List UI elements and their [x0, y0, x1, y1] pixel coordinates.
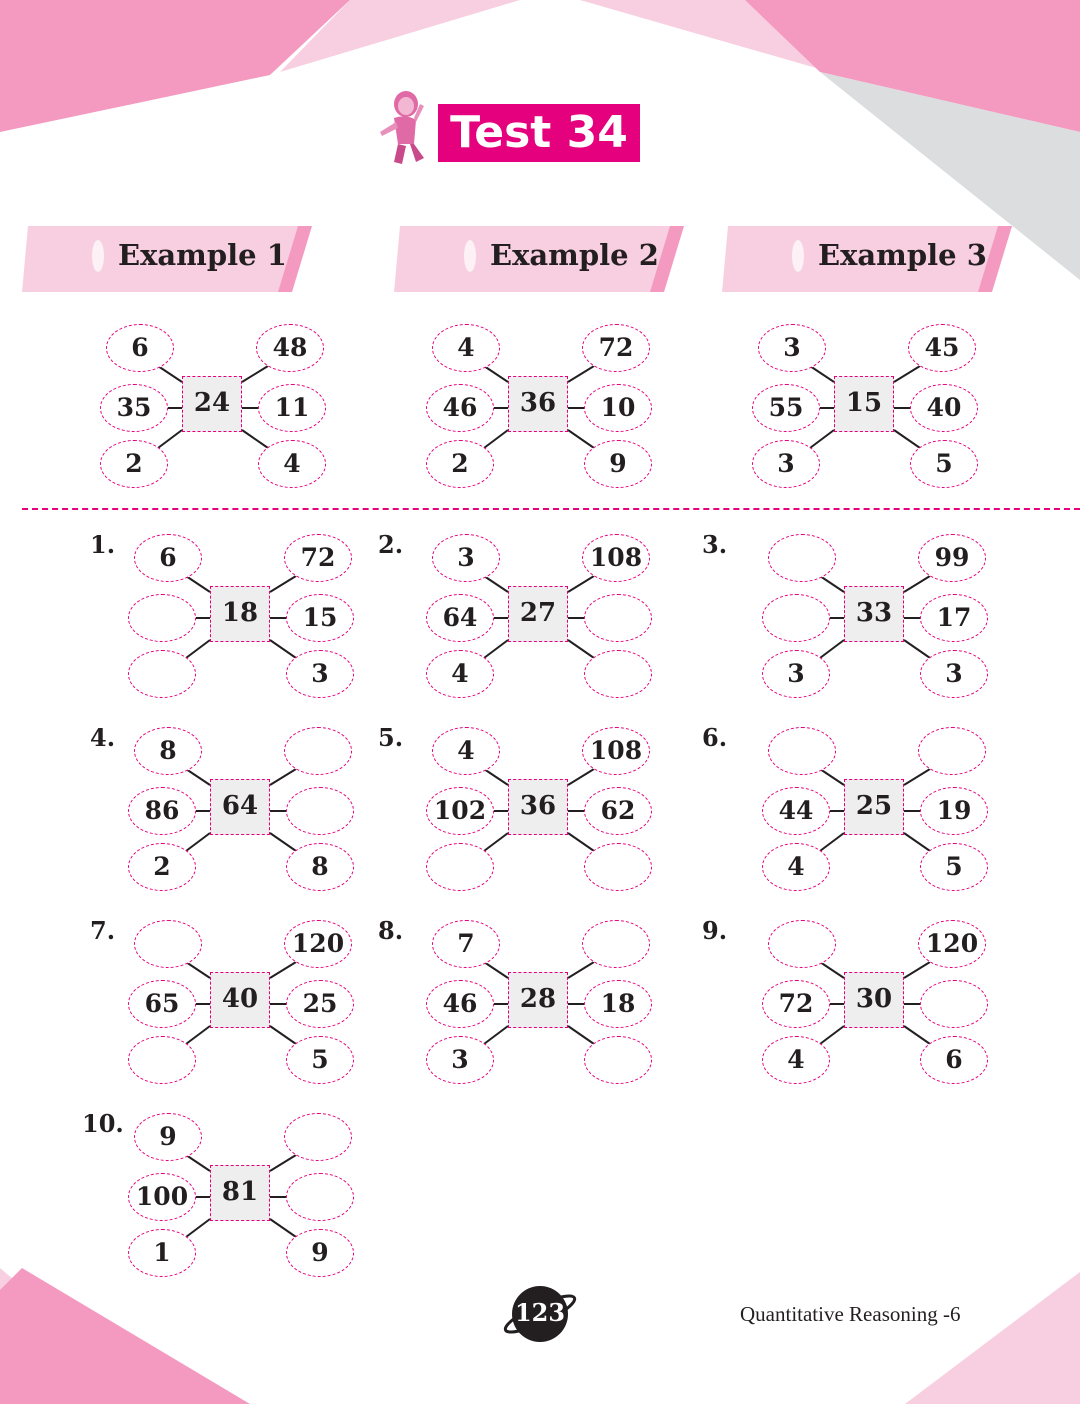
oval-bottom-left: 4 — [762, 843, 830, 891]
oval-top-right: 108 — [582, 534, 650, 582]
oval-top-left: 9 — [134, 1113, 202, 1161]
oval-top-right: 99 — [918, 534, 986, 582]
center-number: 24 — [182, 376, 242, 432]
oval-bottom-left: 3 — [752, 440, 820, 488]
oval-top-right-answer-blank[interactable] — [284, 1113, 352, 1161]
oval-top-left-answer-blank[interactable] — [134, 920, 202, 968]
oval-middle-right: 15 — [286, 594, 354, 642]
oval-bottom-right: 6 — [920, 1036, 988, 1084]
oval-middle-left-answer-blank[interactable] — [762, 594, 830, 642]
oval-bottom-right: 9 — [286, 1229, 354, 1277]
oval-top-right-answer-blank[interactable] — [284, 727, 352, 775]
oval-middle-left: 100 — [128, 1173, 196, 1221]
question-puzzle-9 — [762, 916, 1022, 1096]
example-banner-3 — [722, 226, 1012, 292]
page-title: Test 34 — [438, 104, 640, 162]
question-puzzle-5 — [426, 723, 686, 903]
page-number-badge — [502, 1282, 578, 1346]
oval-middle-right: 19 — [920, 787, 988, 835]
example-banner-2 — [394, 226, 684, 292]
oval-bottom-right: 3 — [920, 650, 988, 698]
oval-middle-right-answer-blank[interactable] — [286, 1173, 354, 1221]
oval-bottom-left: 3 — [762, 650, 830, 698]
page-number: 123 — [514, 1298, 566, 1327]
question-number: 7. — [90, 916, 116, 945]
question-number: 2. — [378, 530, 404, 559]
oval-bottom-left: 4 — [426, 650, 494, 698]
oval-top-left: 3 — [758, 324, 826, 372]
center-number: 33 — [844, 586, 904, 642]
oval-middle-left: 46 — [426, 980, 494, 1028]
oval-top-left-answer-blank[interactable] — [768, 534, 836, 582]
oval-middle-left-answer-blank[interactable] — [128, 594, 196, 642]
oval-bottom-left-answer-blank[interactable] — [128, 1036, 196, 1084]
center-number: 36 — [508, 779, 568, 835]
center-number: 30 — [844, 972, 904, 1028]
oval-top-left: 4 — [432, 727, 500, 775]
oval-bottom-left: 1 — [128, 1229, 196, 1277]
oval-bottom-right: 5 — [286, 1036, 354, 1084]
oval-middle-left: 86 — [128, 787, 196, 835]
oval-bottom-left: 3 — [426, 1036, 494, 1084]
oval-middle-right-answer-blank[interactable] — [584, 594, 652, 642]
oval-bottom-left: 2 — [100, 440, 168, 488]
oval-middle-right: 18 — [584, 980, 652, 1028]
example-label: Example 2 — [490, 238, 659, 272]
oval-middle-right: 10 — [584, 384, 652, 432]
oval-middle-left: 44 — [762, 787, 830, 835]
oval-middle-right: 62 — [584, 787, 652, 835]
question-number: 6. — [702, 723, 728, 752]
center-number: 40 — [210, 972, 270, 1028]
example-puzzle-1 — [100, 320, 360, 500]
oval-middle-left: 64 — [426, 594, 494, 642]
oval-bottom-right-answer-blank[interactable] — [584, 1036, 652, 1084]
question-number: 5. — [378, 723, 404, 752]
oval-bottom-left: 4 — [762, 1036, 830, 1084]
example-label: Example 3 — [818, 238, 987, 272]
oval-bottom-right: 8 — [286, 843, 354, 891]
question-puzzle-8 — [426, 916, 686, 1096]
question-puzzle-10 — [128, 1109, 388, 1289]
oval-bottom-right: 5 — [920, 843, 988, 891]
question-puzzle-1 — [128, 530, 388, 710]
oval-top-left: 3 — [432, 534, 500, 582]
oval-bottom-right-answer-blank[interactable] — [584, 843, 652, 891]
oval-top-left-answer-blank[interactable] — [768, 727, 836, 775]
oval-top-right-answer-blank[interactable] — [582, 920, 650, 968]
oval-top-left: 8 — [134, 727, 202, 775]
oval-bottom-right-answer-blank[interactable] — [584, 650, 652, 698]
oval-top-right: 48 — [256, 324, 324, 372]
center-number: 18 — [210, 586, 270, 642]
question-puzzle-2 — [426, 530, 686, 710]
question-puzzle-6 — [762, 723, 1022, 903]
question-puzzle-4 — [128, 723, 388, 903]
example-label: Example 1 — [118, 238, 287, 272]
oval-top-right: 120 — [918, 920, 986, 968]
oval-middle-right: 17 — [920, 594, 988, 642]
oval-middle-right-answer-blank[interactable] — [286, 787, 354, 835]
oval-top-left-answer-blank[interactable] — [768, 920, 836, 968]
section-divider — [22, 508, 1080, 510]
center-number: 28 — [508, 972, 568, 1028]
oval-middle-left: 102 — [426, 787, 494, 835]
book-title: Quantitative Reasoning -6 — [740, 1302, 961, 1326]
oval-middle-left: 35 — [100, 384, 168, 432]
oval-middle-right-answer-blank[interactable] — [920, 980, 988, 1028]
center-number: 36 — [508, 376, 568, 432]
center-number: 25 — [844, 779, 904, 835]
center-number: 15 — [834, 376, 894, 432]
example-puzzle-3 — [752, 320, 1012, 500]
oval-middle-left: 55 — [752, 384, 820, 432]
oval-top-right-answer-blank[interactable] — [918, 727, 986, 775]
oval-top-right: 45 — [908, 324, 976, 372]
question-puzzle-3 — [762, 530, 1022, 710]
oval-bottom-left-answer-blank[interactable] — [128, 650, 196, 698]
center-number: 27 — [508, 586, 568, 642]
oval-top-left: 7 — [432, 920, 500, 968]
oval-middle-right: 25 — [286, 980, 354, 1028]
example-banner-1 — [22, 226, 312, 292]
question-puzzle-7 — [128, 916, 388, 1096]
oval-top-left: 6 — [134, 534, 202, 582]
mascot-girl-icon — [372, 88, 432, 168]
oval-middle-left: 65 — [128, 980, 196, 1028]
oval-middle-right: 40 — [910, 384, 978, 432]
question-number: 3. — [702, 530, 728, 559]
oval-middle-left: 72 — [762, 980, 830, 1028]
oval-bottom-right: 3 — [286, 650, 354, 698]
oval-middle-left: 46 — [426, 384, 494, 432]
question-number: 1. — [90, 530, 116, 559]
oval-top-right: 72 — [284, 534, 352, 582]
question-number: 8. — [378, 916, 404, 945]
oval-bottom-right: 5 — [910, 440, 978, 488]
oval-bottom-right: 9 — [584, 440, 652, 488]
question-number: 4. — [90, 723, 116, 752]
center-number: 81 — [210, 1165, 270, 1221]
oval-top-right: 108 — [582, 727, 650, 775]
oval-bottom-right: 4 — [258, 440, 326, 488]
oval-bottom-left-answer-blank[interactable] — [426, 843, 494, 891]
oval-top-left: 4 — [432, 324, 500, 372]
center-number: 64 — [210, 779, 270, 835]
question-number: 9. — [702, 916, 728, 945]
oval-middle-right: 11 — [258, 384, 326, 432]
question-number: 10. — [82, 1109, 124, 1138]
oval-bottom-left: 2 — [128, 843, 196, 891]
oval-top-right: 72 — [582, 324, 650, 372]
oval-top-right: 120 — [284, 920, 352, 968]
oval-bottom-left: 2 — [426, 440, 494, 488]
example-puzzle-2 — [426, 320, 686, 500]
oval-top-left: 6 — [106, 324, 174, 372]
